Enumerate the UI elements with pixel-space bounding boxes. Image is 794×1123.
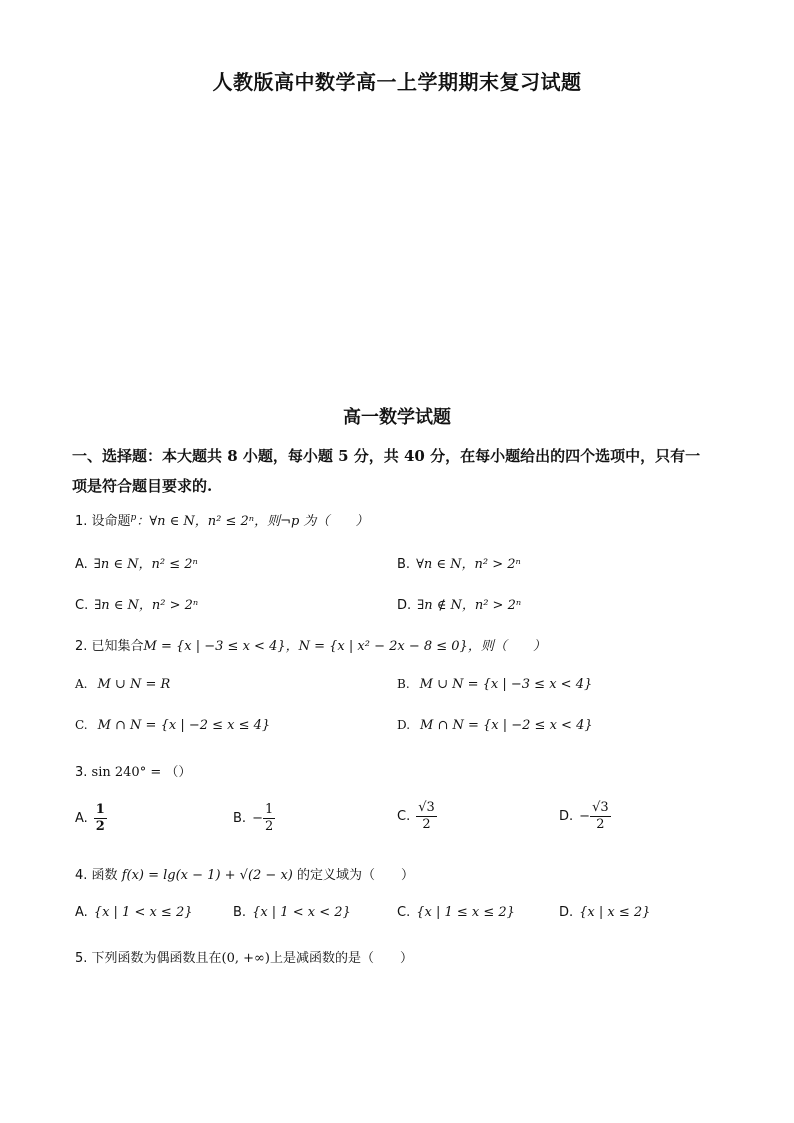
question-5-prefix: 5. 下列函数为偶函数且在 (75, 951, 222, 966)
section-heading (72, 441, 732, 501)
option-label: C. (75, 598, 89, 613)
question-1-option-a (75, 553, 198, 572)
option-label: B. (397, 557, 411, 572)
option-text: M ∩ N = {x | −2 ≤ x < 4} (420, 718, 593, 733)
option-label: C. (397, 905, 411, 920)
option-text: {x | x ≤ 2} (579, 905, 651, 920)
option-label: A. (75, 557, 88, 572)
section-heading-line-1: 一、选择题：本大题共 8 小题，每小题 5 分，共 40 分，在每小题给出的四个选项中，只有一 (72, 447, 701, 465)
question-1-option-c (75, 594, 198, 613)
question-2-stem (75, 635, 546, 654)
option-label: D. (397, 598, 412, 613)
question-1-body: ：∀n ∈ N，n² ≤ 2ⁿ，则¬p 为（ ） (136, 514, 369, 529)
option-label: D. (559, 905, 574, 920)
option-text: {x | 1 < x ≤ 2} (93, 905, 193, 920)
question-5-suffix: 上是减函数的是（ ） (269, 951, 413, 966)
fraction-denominator: 2 (422, 817, 431, 832)
question-1-p: p (130, 513, 137, 523)
fraction-denominator: 2 (596, 817, 605, 832)
question-3-body: sin 240° = （） (91, 765, 192, 780)
option-label: B. (397, 677, 410, 691)
question-4-suffix: 的定义域为（ ） (297, 868, 415, 883)
question-1-option-b (397, 553, 521, 572)
option-sign: − (579, 809, 591, 824)
option-sign: − (252, 811, 263, 826)
question-3-option-a (75, 802, 107, 835)
option-label: C. (397, 809, 411, 824)
fraction-numerator: √3 (418, 800, 435, 815)
question-3-option-c (397, 800, 437, 833)
option-text: {x | 1 ≤ x ≤ 2} (416, 905, 515, 920)
option-fraction (590, 800, 611, 833)
fraction-numerator: √3 (592, 800, 609, 815)
question-2-body: M = {x | −3 ≤ x < 4}，N = {x | x² − 2x − 8 ≤ 0}，则（ ） (143, 639, 546, 654)
question-2-option-b (397, 677, 592, 692)
option-label: A. (75, 811, 88, 826)
question-4-stem (75, 864, 414, 883)
fraction-denominator: 2 (95, 819, 105, 834)
exam-subtitle: 高一数学试题 (343, 407, 451, 428)
question-3-prefix: 3. (75, 765, 88, 780)
document-title: 人教版高中数学高一上学期期末复习试题 (212, 70, 582, 94)
option-fraction (94, 802, 107, 835)
question-3-stem (75, 761, 191, 780)
option-label: D. (559, 809, 574, 824)
question-4-body: f(x) = lg(x − 1) + √(2 − x) (121, 868, 293, 883)
fraction-numerator: 1 (264, 802, 274, 817)
question-1-prefix: 1. 设命题 (75, 514, 131, 529)
option-text: M ∩ N = {x | −2 ≤ x ≤ 4} (97, 718, 271, 733)
option-label: D. (397, 718, 411, 732)
question-3-option-b (233, 802, 275, 835)
question-2-option-d (397, 718, 593, 733)
question-2-prefix: 2. 已知集合 (75, 639, 144, 654)
question-1-stem (75, 510, 368, 529)
option-text: M ∪ N = R (97, 677, 171, 692)
question-5-interval: (0, +∞) (221, 951, 270, 966)
question-1-option-d (397, 594, 521, 613)
question-4-option-b (233, 905, 351, 920)
option-fraction (416, 800, 437, 833)
fraction-numerator: 1 (95, 802, 105, 817)
question-4-option-d (559, 905, 650, 920)
question-2-option-a (75, 677, 170, 692)
option-text: ∃n ∉ N，n² > 2ⁿ (417, 598, 522, 613)
question-4-option-a (75, 905, 193, 920)
option-text: {x | 1 < x < 2} (252, 905, 351, 920)
fraction-denominator: 2 (264, 819, 274, 834)
option-text: ∃n ∈ N，n² > 2ⁿ (94, 598, 199, 613)
question-4-prefix: 4. 函数 (75, 868, 118, 883)
option-label: B. (233, 905, 247, 920)
question-2-option-c (75, 718, 270, 733)
option-label: B. (233, 811, 247, 826)
option-text: M ∪ N = {x | −3 ≤ x < 4} (419, 677, 593, 692)
section-heading-line-2: 项是符合题目要求的. (72, 477, 213, 495)
question-5-stem (75, 947, 413, 966)
question-3-option-d (559, 800, 611, 833)
option-label: A. (75, 677, 88, 691)
option-text: ∀n ∈ N，n² > 2ⁿ (416, 557, 521, 572)
option-text: ∃n ∈ N，n² ≤ 2ⁿ (93, 557, 198, 572)
option-label: C. (75, 718, 88, 732)
option-label: A. (75, 905, 88, 920)
question-4-option-c (397, 905, 515, 920)
option-fraction (263, 802, 275, 835)
